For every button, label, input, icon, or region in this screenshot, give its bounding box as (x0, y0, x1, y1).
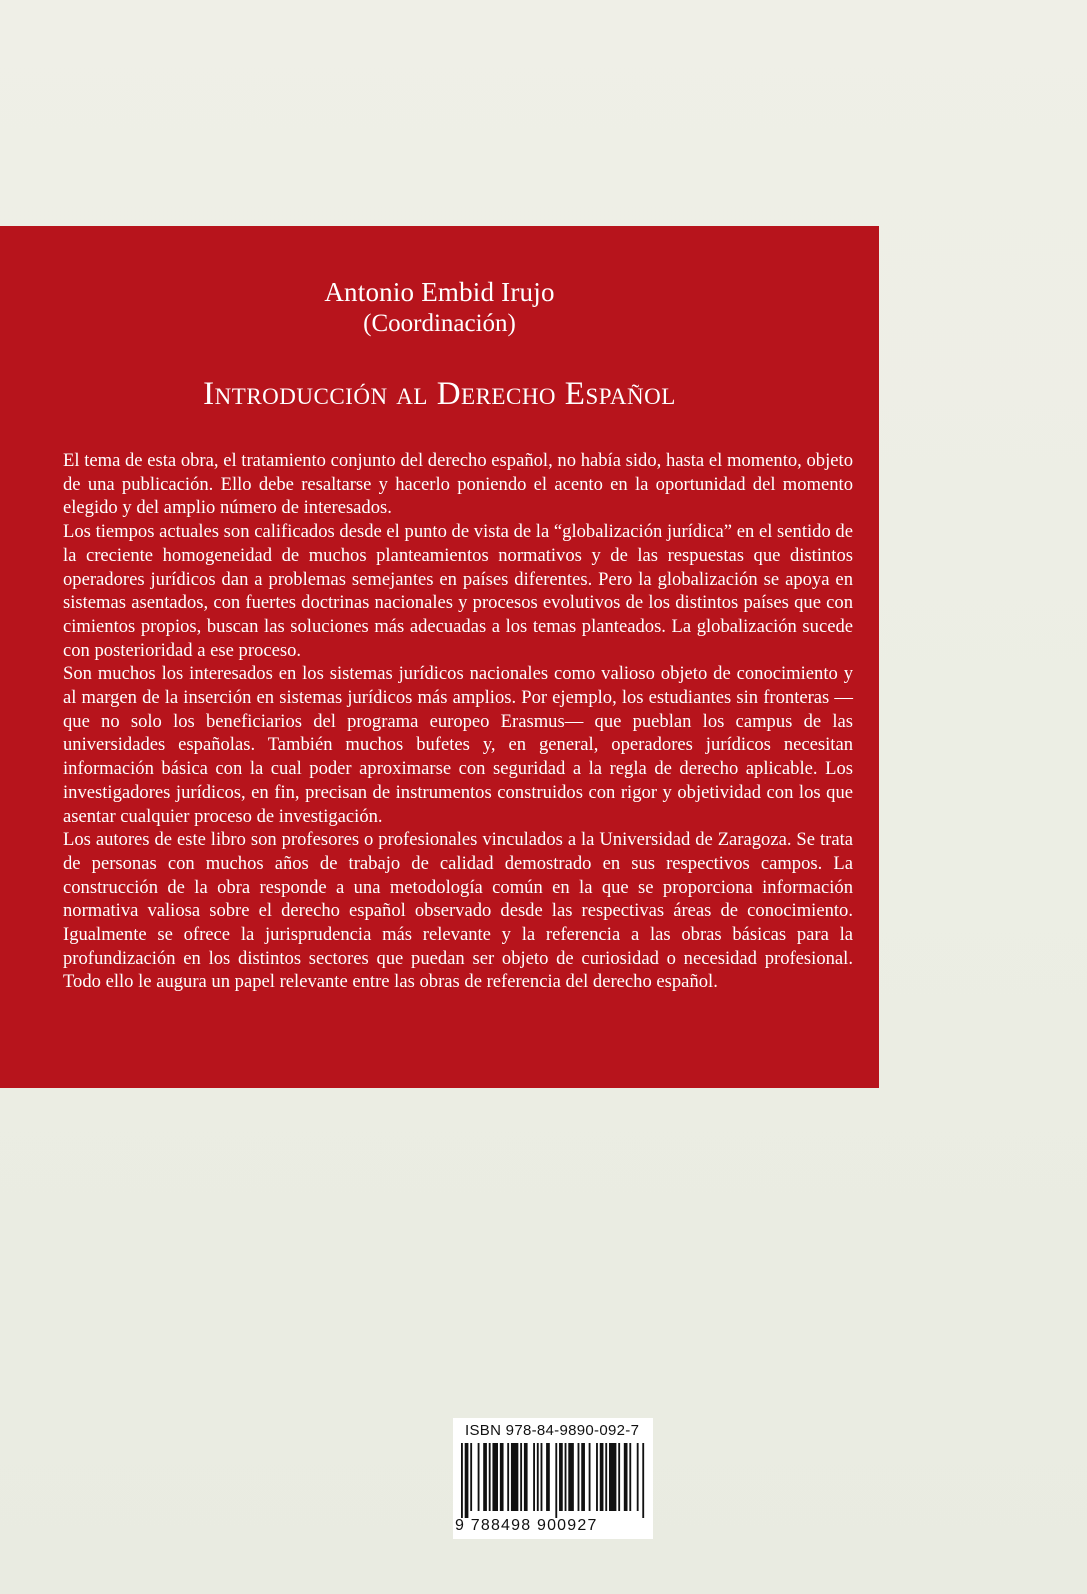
barcode-icon (461, 1443, 646, 1518)
barcode-bar (546, 1443, 550, 1511)
barcode-bar (478, 1443, 480, 1511)
barcode-bar (541, 1443, 543, 1511)
barcode-bar (565, 1443, 567, 1511)
barcode-bar (483, 1443, 487, 1511)
barcode-bar (492, 1443, 498, 1511)
barcode-bar (507, 1443, 509, 1511)
barcode-bar (461, 1443, 463, 1518)
barcode-bar (559, 1443, 563, 1511)
barcode-bar (555, 1443, 557, 1518)
barcode-bar (605, 1443, 607, 1511)
barcode-bar (589, 1443, 591, 1511)
barcode-bar (533, 1443, 535, 1511)
barcode-bar (500, 1443, 504, 1511)
description-paragraph: Los autores de este libro son profesores o profesionales vinculados a la Universidad de Zaragoza. Se trata de personas con muchos años de trabajo de calidad demostrado en sus respectivos campos. La construcción de la obra responde a una metodología común en la que se proporciona información normativa valiosa sobre el derecho español observado desde las respectivas áreas de conocimiento. Igualmente se ofrece la jurisprudencia más relevante y la referencia a las obras básicas para la profundización en los distintos sectores que puedan ser objeto de curiosidad o necesidad profesional. Todo ello le augura un papel relevante entre las obras de referencia del derecho español. (63, 829, 853, 993)
author-name: Antonio Embid Irujo (324, 277, 555, 307)
isbn-barcode-block (453, 1418, 653, 1539)
description-paragraph: Los tiempos actuales son calificados desde el punto de vista de la “globalización jurídica” en el sentido de la creciente homogeneidad de muchos planteamientos normativos y de las respuestas que distintos operadores jurídicos dan a problemas semejantes en países diferentes. Pero la globalización se apoya en sistemas asentados, con fuertes doctrinas nacionales y procesos evolutivos de los distintos países que con cimientos propios, buscan las soluciones más adecuadas a los temas planteados. La globalización sucede con posterioridad a ese proceso. (63, 521, 853, 661)
description-panel (0, 226, 879, 1088)
author-role: (Coordinación) (363, 310, 516, 337)
barcode-bar (642, 1443, 644, 1518)
barcode-bar (524, 1443, 528, 1511)
barcode-bar (596, 1443, 598, 1511)
barcode-bar (568, 1443, 574, 1511)
barcode-bar (609, 1443, 616, 1511)
barcode-bar (618, 1443, 620, 1511)
barcode-bar (581, 1443, 585, 1511)
barcode-bar (600, 1443, 604, 1511)
barcode-bar (511, 1443, 518, 1511)
barcode-bar (629, 1443, 631, 1511)
book-description (63, 449, 853, 994)
book-title: Introducción al Derecho Español (203, 376, 676, 412)
barcode-bar (465, 1443, 469, 1518)
description-paragraph: El tema de esta obra, el tratamiento conjunto del derecho español, no había sido, hasta el momento, objeto de una publicación. Ello debe resaltarse y hacerlo poniendo el acento en la oportunidad del momento elegido y del amplio número de interesados. (63, 450, 853, 519)
barcode-bar (489, 1443, 491, 1511)
barcode-bar (537, 1443, 539, 1511)
barcode-bar (520, 1443, 522, 1511)
isbn-digits: 9 788498 900927 (455, 1517, 598, 1534)
description-paragraph: Son muchos los interesados en los sistemas jurídicos nacionales como valioso objeto de conocimiento y al margen de la inserción en sistemas jurídicos más amplios. Por ejemplo, los estudiantes sin fronteras —que no solo los beneficiarios del programa europeo Erasmus— que pueblan los campus de las universidades españolas. También muchos bufetes y, en general, operadores jurídicos necesitan información básica con la cual poder aproximarse con seguridad a la regla de derecho aplicable. Los investigadores jurídicos, en fin, precisan de instrumentos construidos con rigor y objetividad con los que asentar cualquier proceso de investigación. (63, 663, 853, 827)
barcode-bar (578, 1443, 580, 1511)
barcode-bar (470, 1443, 472, 1511)
barcode-bar (637, 1443, 639, 1511)
barcode-bar (624, 1443, 628, 1511)
isbn-label: ISBN 978-84-9890-092-7 (465, 1422, 640, 1439)
